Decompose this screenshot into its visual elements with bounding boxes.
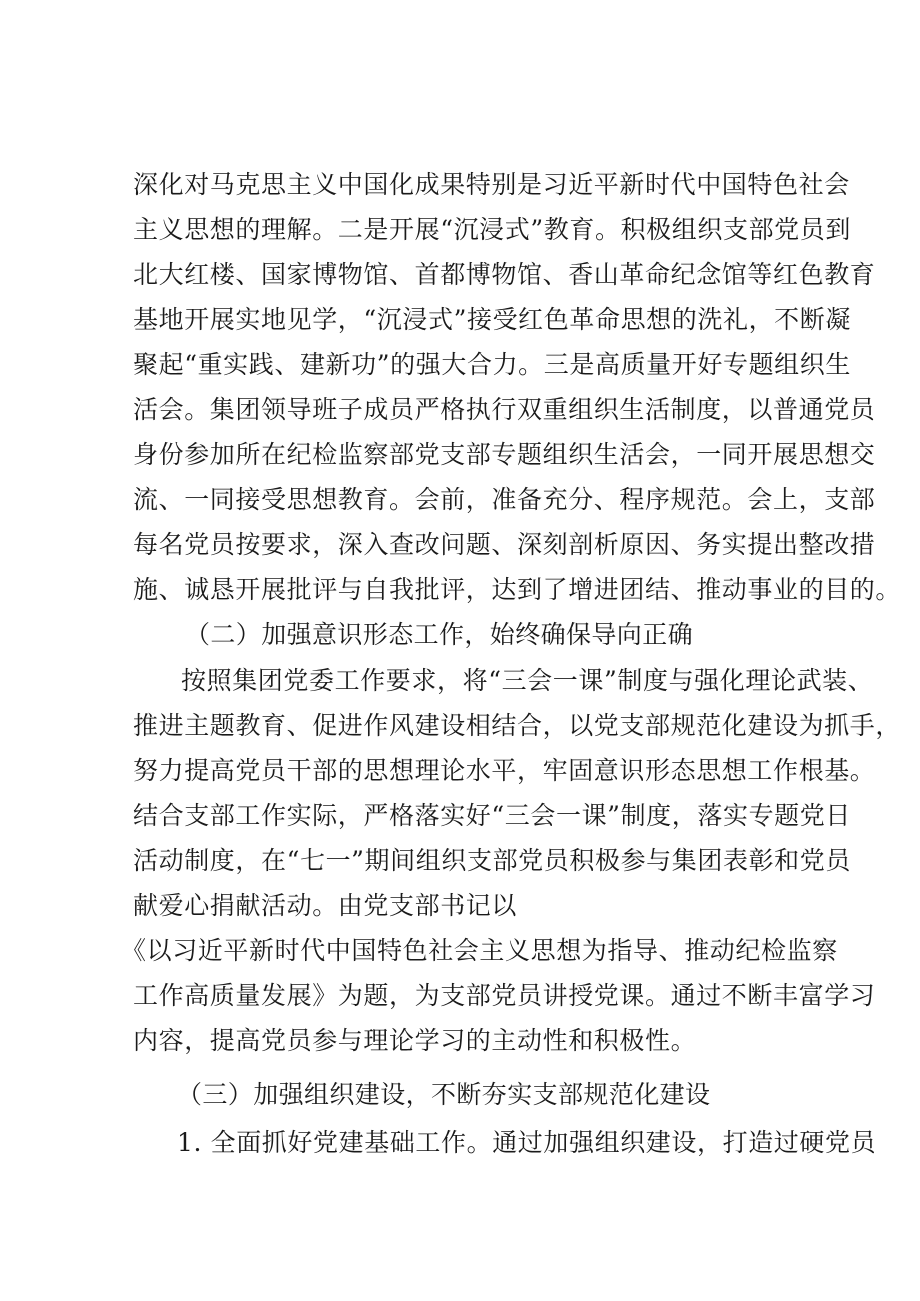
- body-text-line: 每名党员按要求，深入查改问题、深刻剖析原因、务实提出整改措: [133, 530, 876, 559]
- body-text-line: 1. 全面抓好党建基础工作。通过加强组织建设，打造过硬党员: [177, 1128, 877, 1157]
- body-text-line: 施、诚恳开展批评与自我批评，达到了增进团结、推动事业的目的。: [133, 575, 902, 604]
- section-heading-2: （二）加强意识形态工作，始终确保导向正确: [185, 620, 694, 649]
- body-text-line: 主义思想的理解。二是开展“沉浸式”教育。积极组织支部党员到: [133, 215, 851, 244]
- body-text-line: 活动制度，在“七一”期间组织支部党员积极参与集团表彰和党员: [133, 846, 851, 875]
- body-text-line: 北大红楼、国家博物馆、首都博物馆、香山革命纪念馆等红色教育: [133, 260, 876, 289]
- body-text-line: 活会。集团领导班子成员严格执行双重组织生活制度，以普通党员: [133, 395, 876, 424]
- body-text-line: 流、一同接受思想教育。会前，准备充分、程序规范。会上，支部: [133, 485, 876, 514]
- body-text-line: 内容，提高党员参与理论学习的主动性和积极性。: [133, 1026, 697, 1055]
- body-text-line: 《以习近平新时代中国特色社会主义思想为指导、推动纪检监察: [121, 936, 838, 965]
- body-text-line: 献爱心捐献活动。由党支部书记以: [133, 891, 518, 920]
- body-text-line: 深化对马克思主义中国化成果特别是习近平新时代中国特色社会: [133, 170, 850, 199]
- body-text-line: 身份参加所在纪检监察部党支部专题组织生活会，一同开展思想交: [133, 440, 876, 469]
- body-text-line: 努力提高党员干部的思想理论水平，牢固意识形态思想工作根基。: [133, 756, 876, 785]
- body-text-line: 工作高质量发展》为题，为支部党员讲授党课。通过不断丰富学习: [133, 981, 876, 1010]
- body-text-line: 结合支部工作实际，严格落实好“三会一课”制度，落实专题党日: [133, 801, 851, 830]
- body-text-line: 聚起“重实践、建新功”的强大合力。三是高质量开好专题组织生: [133, 350, 851, 379]
- body-text-line: 推进主题教育、促进作风建设相结合，以党支部规范化建设为抓手，: [133, 711, 902, 740]
- section-heading-3: （三）加强组织建设，不断夯实支部规范化建设: [177, 1080, 711, 1109]
- body-text-line: 基地开展实地见学，“沉浸式”接受红色革命思想的洗礼，不断凝: [133, 305, 851, 334]
- body-text-line: 按照集团党委工作要求，将“三会一课”制度与强化理论武装、: [181, 666, 874, 695]
